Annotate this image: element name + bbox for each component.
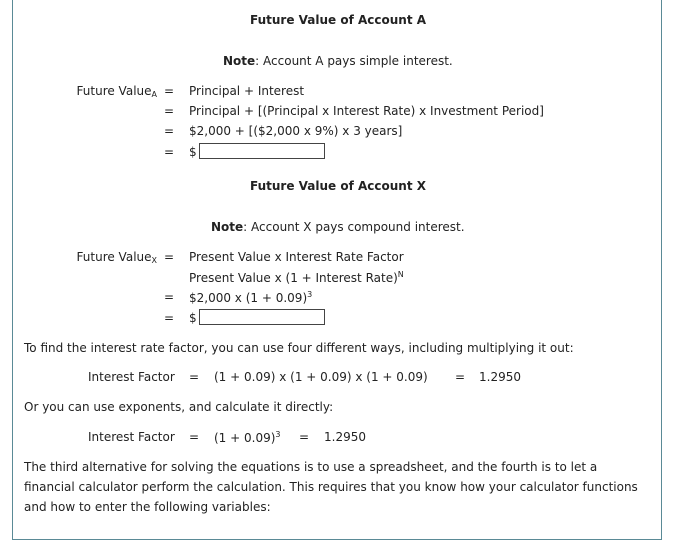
dollar-prefix: $ <box>189 311 197 325</box>
section-x-title: Future Value of Account X <box>250 179 427 193</box>
equals-sign: = <box>189 370 200 384</box>
paragraph-multiply: To find the interest rate factor, you can use four different ways, including multiplying it out: <box>24 341 574 355</box>
equals-sign: = <box>163 84 175 98</box>
section-x-line3: $2,000 x $(1 + 0.09)^3$ <box>189 290 313 305</box>
exponent-3: 3 <box>307 290 313 299</box>
equals-sign: = <box>163 290 175 304</box>
equals-sign: = <box>163 311 175 325</box>
equals-sign: = <box>189 430 200 444</box>
note-text: : Account A pays simple interest. <box>255 54 453 68</box>
future-value-x-label: Future Value$_X$ <box>76 250 157 265</box>
future-value-a-label: Future Value$_A$ <box>76 84 157 99</box>
future-value-x-answer-input[interactable] <box>199 309 325 325</box>
dollar-prefix: $ <box>189 145 197 159</box>
section-a-line1: Principal + Interest <box>189 84 305 98</box>
equals-sign: = <box>163 250 175 264</box>
fv-a-subscript: A <box>151 90 157 99</box>
equals-sign: = <box>299 430 310 444</box>
equals-sign: = <box>455 370 466 384</box>
interest-factor-label: Interest Factor <box>88 370 175 384</box>
section-a-line3: $2,000 + [($2,000 x 9%) x 3 years] <box>189 124 403 138</box>
exponent-3: 3 <box>275 430 281 439</box>
fv-x-subscript: X <box>151 256 157 265</box>
paragraph-exponents: Or you can use exponents, and calculate it directly: <box>24 400 334 414</box>
section-a-note <box>223 54 453 68</box>
section-a-line2: Principal + [(Principal x Interest Rate) x Investment Period] <box>189 104 544 118</box>
interest-factor-expression: (1 + 0.09) x (1 + 0.09) x (1 + 0.09) <box>214 370 428 384</box>
equals-sign: = <box>163 124 175 138</box>
interest-factor-exponent-expression: $(1 + 0.09)^3$ <box>214 430 281 445</box>
paragraph-alternatives: The third alternative for solving the equations is to use a spreadsheet, and the fourth is to let a financial calculator perform the calculation. This requires that you know how your calculator functions and how to enter the following variables: <box>24 460 638 514</box>
interest-factor-result: 1.2950 <box>479 370 521 384</box>
note-label: Note <box>223 54 256 68</box>
equals-sign: = <box>163 145 175 159</box>
section-a-title: Future Value of Account A <box>250 13 427 27</box>
exponent-n: N <box>397 270 404 279</box>
note-text: : Account X pays compound interest. <box>243 220 465 234</box>
future-value-a-answer-input[interactable] <box>199 143 325 159</box>
equals-sign: = <box>163 104 175 118</box>
section-x-line1: Present Value x Interest Rate Factor <box>189 250 404 264</box>
note-label: Note <box>211 220 244 234</box>
section-x-note <box>211 220 465 234</box>
interest-factor-result: 1.2950 <box>324 430 366 444</box>
interest-factor-label: Interest Factor <box>88 430 175 444</box>
section-x-line2: Present Value x (1 + Interest Rate)$^N$ <box>189 270 404 285</box>
